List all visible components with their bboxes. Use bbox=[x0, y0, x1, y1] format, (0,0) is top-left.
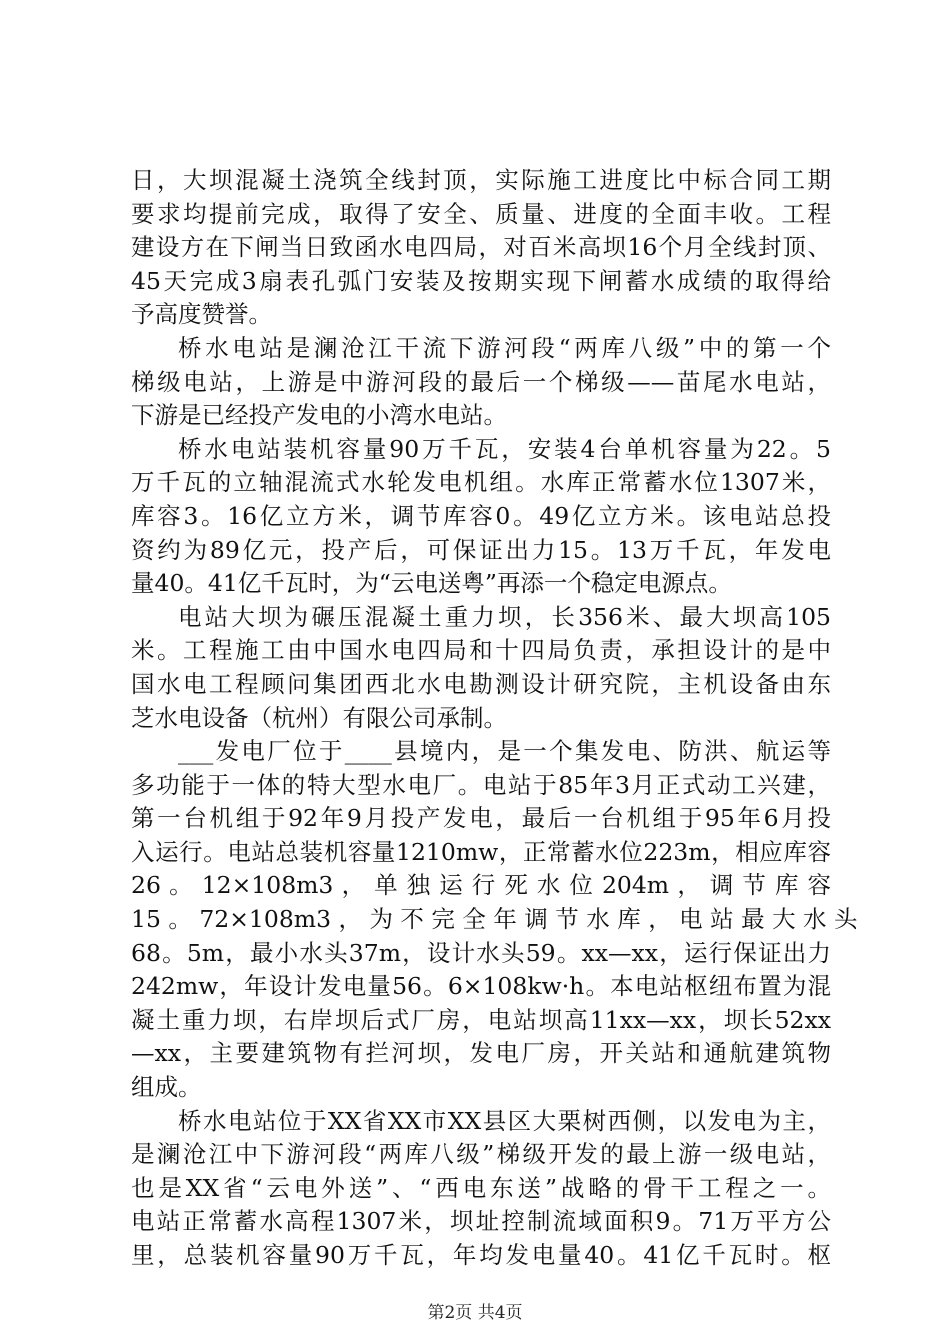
document-body bbox=[131, 164, 858, 1273]
text-line: 入运行。电站总装机容量1210mw，正常蓄水位223m，相应库容 bbox=[131, 837, 831, 866]
text-line: 里，总装机容量90万千瓦，年均发电量40。41亿千瓦时。枢 bbox=[131, 1241, 831, 1269]
text-line: 也是XX省“云电外送”、“西电东送”战略的骨干工程之一。 bbox=[131, 1173, 831, 1202]
text-line: 予高度赞誉。 bbox=[131, 300, 272, 329]
text-line: 米。工程施工由中国水电四局和十四局负责，承担设计的是中 bbox=[131, 636, 831, 665]
paragraph-first-line: 电站大坝为碾压混凝土重力坝，长356米、最大坝高105 bbox=[178, 602, 831, 631]
text-line: 电站正常蓄水高程1307米，坝址控制流域面积9。71万平方公 bbox=[131, 1207, 831, 1236]
text-line: 是澜沧江中下游河段“两库八级”梯级开发的最上游一级电站， bbox=[131, 1140, 831, 1169]
text-line: 45天完成3扇表孔弧门安装及按期实现下闸蓄水成绩的取得给 bbox=[131, 266, 831, 295]
paragraph-first-line: 桥水电站装机容量90万千瓦，安装4台单机容量为22。5 bbox=[178, 434, 831, 463]
text-line: 第一台机组于92年9月投产发电，最后一台机组于95年6月投 bbox=[131, 804, 831, 833]
text-line: 量40。41亿千瓦时，为“云电送粤”再添一个稳定电源点。 bbox=[131, 569, 732, 598]
paragraph-first-line: 桥水电站是澜沧江干流下游河段“两库八级”中的第一个 bbox=[178, 333, 831, 362]
text-line: 库容3。16亿立方米，调节库容0。49亿立方米。该电站总投 bbox=[131, 501, 831, 530]
text-line: 日，大坝混凝土浇筑全线封顶，实际施工进度比中标合同工期 bbox=[131, 166, 831, 194]
paragraph-first-line: ___发电厂位于____县境内，是一个集发电、防洪、航运等 bbox=[178, 737, 831, 766]
text-line: 15 。 72×108m3 ， 为 不 完 全 年 调 节 水 库 ， 电 站 最 大 水 头 bbox=[131, 905, 858, 934]
text-line: 建设方在下闸当日致函水电四局，对百米高坝16个月全线封顶、 bbox=[131, 233, 831, 262]
text-line: 万千瓦的立轴混流式水轮发电机组。水库正常蓄水位1307米， bbox=[131, 468, 831, 497]
text-line: 242mw，年设计发电量56。6×108kw·h。本电站枢纽布置为混 bbox=[131, 972, 831, 1001]
paragraph-first-line: 桥水电站位于XX省XX市XX县区大栗树西侧，以发电为主， bbox=[178, 1106, 831, 1135]
text-line: 下游是已经投产发电的小湾水电站。 bbox=[131, 401, 507, 430]
text-line: 组成。 bbox=[131, 1073, 202, 1102]
text-line: 要求均提前完成，取得了安全、质量、进度的全面丰收。工程 bbox=[131, 199, 831, 228]
text-line: 68。5m，最小水头37m，设计水头59。xx—xx，运行保证出力 bbox=[131, 938, 831, 967]
text-line: 多功能于一体的特大型水电厂。电站于85年3月正式动工兴建， bbox=[131, 770, 831, 799]
text-line: 国水电工程顾问集团西北水电勘测设计研究院，主机设备由东 bbox=[131, 669, 831, 698]
text-line: —xx，主要建筑物有拦河坝，发电厂房，开关站和通航建筑物 bbox=[131, 1039, 831, 1068]
text-line: 资约为89亿元，投产后，可保证出力15。13万千瓦，年发电 bbox=[131, 535, 831, 564]
text-line: 梯级电站，上游是中游河段的最后一个梯级——苗尾水电站， bbox=[131, 367, 831, 396]
text-line: 凝土重力坝，右岸坝后式厂房，电站坝高11xx—xx，坝长52xx bbox=[131, 1005, 831, 1034]
text-line: 26 。 12×108m3 ， 单 独 运 行 死 水 位 204m ， 调 节 库 容 bbox=[131, 871, 831, 900]
page-number-footer: 第2页 共4页 bbox=[427, 1303, 523, 1323]
text-line: 芝水电设备（杭州）有限公司承制。 bbox=[131, 703, 507, 732]
